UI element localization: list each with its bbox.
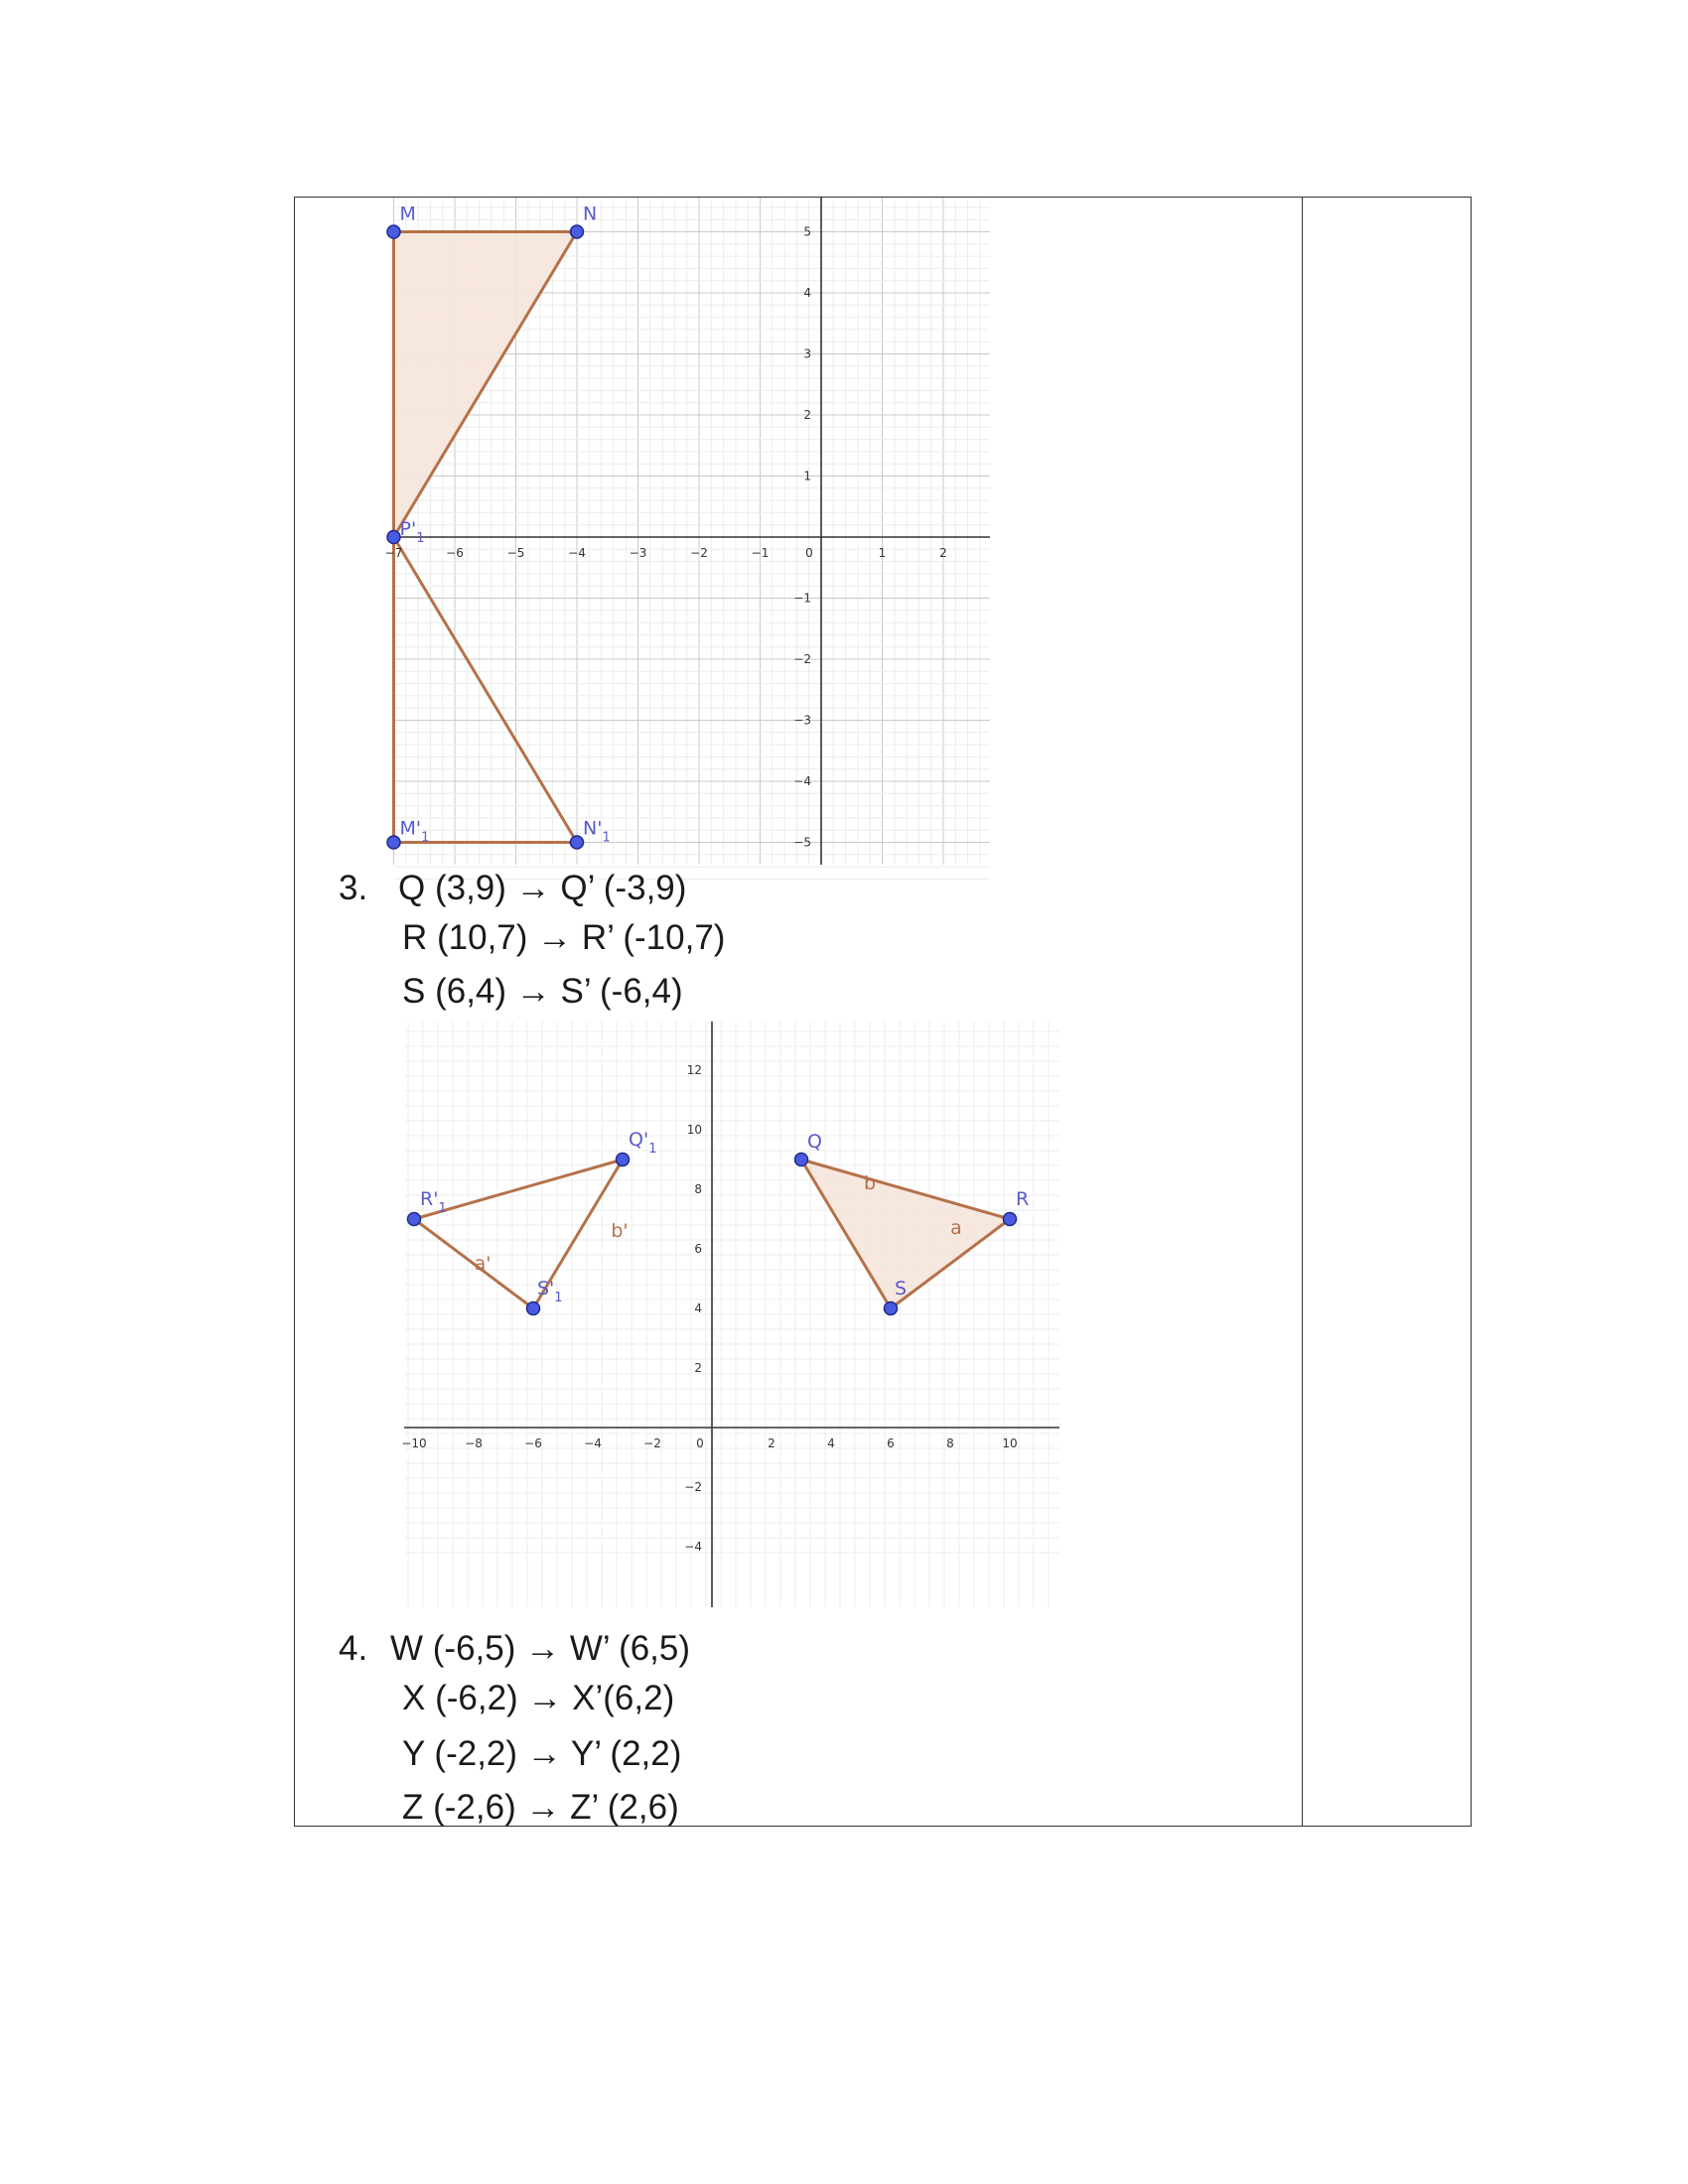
point-qp1 <box>617 1154 630 1166</box>
x-tick-label: −6 <box>446 546 464 560</box>
point-n <box>571 225 584 238</box>
side-label: b <box>863 1172 877 1194</box>
side-label: a <box>950 1217 962 1239</box>
point-pp1 <box>387 531 400 544</box>
x-tick-label: 2 <box>768 1436 775 1450</box>
side-label: b' <box>611 1220 629 1242</box>
point-label: $S'_1$ <box>537 1278 563 1305</box>
x-tick-label: −2 <box>643 1436 661 1450</box>
point-label: S <box>895 1278 908 1299</box>
y-tick-label: −2 <box>793 652 811 666</box>
mapping-line: Z (-2,6) → Z’ (2,6) <box>402 1788 679 1827</box>
point-label: R <box>1016 1188 1030 1210</box>
x-tick-label: −3 <box>629 546 647 560</box>
point-label: $Q'_1$ <box>629 1129 657 1157</box>
document-table <box>294 197 1472 1827</box>
x-tick-label: −8 <box>465 1436 483 1450</box>
point-label: $R'_1$ <box>420 1188 447 1216</box>
y-tick-label: 5 <box>803 224 811 239</box>
grid <box>404 1022 1059 1607</box>
y-tick-label: 2 <box>694 1361 702 1375</box>
point-q <box>795 1154 808 1166</box>
side-cell <box>1303 198 1472 1827</box>
point-s <box>885 1302 898 1315</box>
mapping-line: R (10,7) → R’ (-10,7) <box>402 918 726 957</box>
y-tick-label: 4 <box>694 1301 702 1315</box>
point-label: N <box>583 203 598 225</box>
x-tick-label: −1 <box>751 546 770 560</box>
point-label: M <box>399 203 416 225</box>
x-tick-label: −10 <box>401 1436 427 1450</box>
y-tick-label: 10 <box>686 1123 702 1137</box>
x-tick-label: −6 <box>524 1436 542 1450</box>
y-tick-label: 6 <box>694 1242 702 1256</box>
graph-reflection-qrs <box>401 1022 1059 1607</box>
y-tick-label: 2 <box>803 408 811 422</box>
y-tick-label: 3 <box>803 346 811 361</box>
x-tick-label: 1 <box>878 546 887 560</box>
point-mp1 <box>387 836 400 849</box>
triangle-mnp <box>394 232 578 538</box>
point-rp1 <box>408 1213 421 1226</box>
mapping-line: W (-6,5) → W’ (6,5) <box>390 1629 691 1668</box>
y-tick-label: −3 <box>793 713 811 728</box>
y-tick-label: 1 <box>803 469 811 483</box>
mapping-line: X (-6,2) → X’(6,2) <box>402 1679 675 1717</box>
y-tick-label: 4 <box>803 286 811 300</box>
mapping-line: Y (-2,2) → Y’ (2,2) <box>402 1734 682 1773</box>
x-tick-label: −4 <box>584 1436 602 1450</box>
x-tick-label: 10 <box>1002 1436 1018 1450</box>
x-tick-label: 0 <box>696 1436 704 1450</box>
x-tick-label: −7 <box>384 546 403 560</box>
x-tick-label: 8 <box>946 1436 954 1450</box>
point-label: Q <box>807 1131 822 1153</box>
x-tick-label: −4 <box>568 546 586 560</box>
mapping-line: S (6,4) → S’ (-6,4) <box>402 972 683 1011</box>
y-tick-label: −4 <box>793 774 811 788</box>
x-tick-label: 4 <box>827 1436 835 1450</box>
x-tick-label: −5 <box>506 546 525 560</box>
point-label: $N'_1$ <box>583 817 611 846</box>
triangle-qrs-image <box>414 1160 623 1308</box>
x-tick-label: 0 <box>805 546 813 560</box>
y-tick-label: −2 <box>684 1480 702 1494</box>
side-label: a' <box>474 1253 492 1275</box>
triangle-mnp-image <box>394 537 578 843</box>
point-sp1 <box>527 1302 540 1315</box>
point-m <box>387 225 400 238</box>
item-number: 4. <box>339 1629 368 1668</box>
point-label: $P'_1$ <box>399 518 425 546</box>
main-cell <box>295 198 1303 1827</box>
y-tick-label: 12 <box>686 1063 702 1077</box>
graph-reflection-mnp <box>384 198 990 865</box>
point-label: $M'_1$ <box>399 817 430 846</box>
item-number: 3. <box>339 869 368 907</box>
x-tick-label: 2 <box>939 546 947 560</box>
y-tick-label: 8 <box>694 1182 702 1196</box>
point-r <box>1004 1213 1017 1226</box>
y-tick-label: −1 <box>793 591 811 606</box>
point-np1 <box>571 836 584 849</box>
y-tick-label: −5 <box>793 835 811 850</box>
mapping-line: Q (3,9) → Q’ (-3,9) <box>398 869 687 907</box>
x-tick-label: 6 <box>887 1436 895 1450</box>
y-tick-label: −4 <box>684 1540 702 1554</box>
x-tick-label: −2 <box>690 546 708 560</box>
tick-labels <box>401 1063 1017 1554</box>
